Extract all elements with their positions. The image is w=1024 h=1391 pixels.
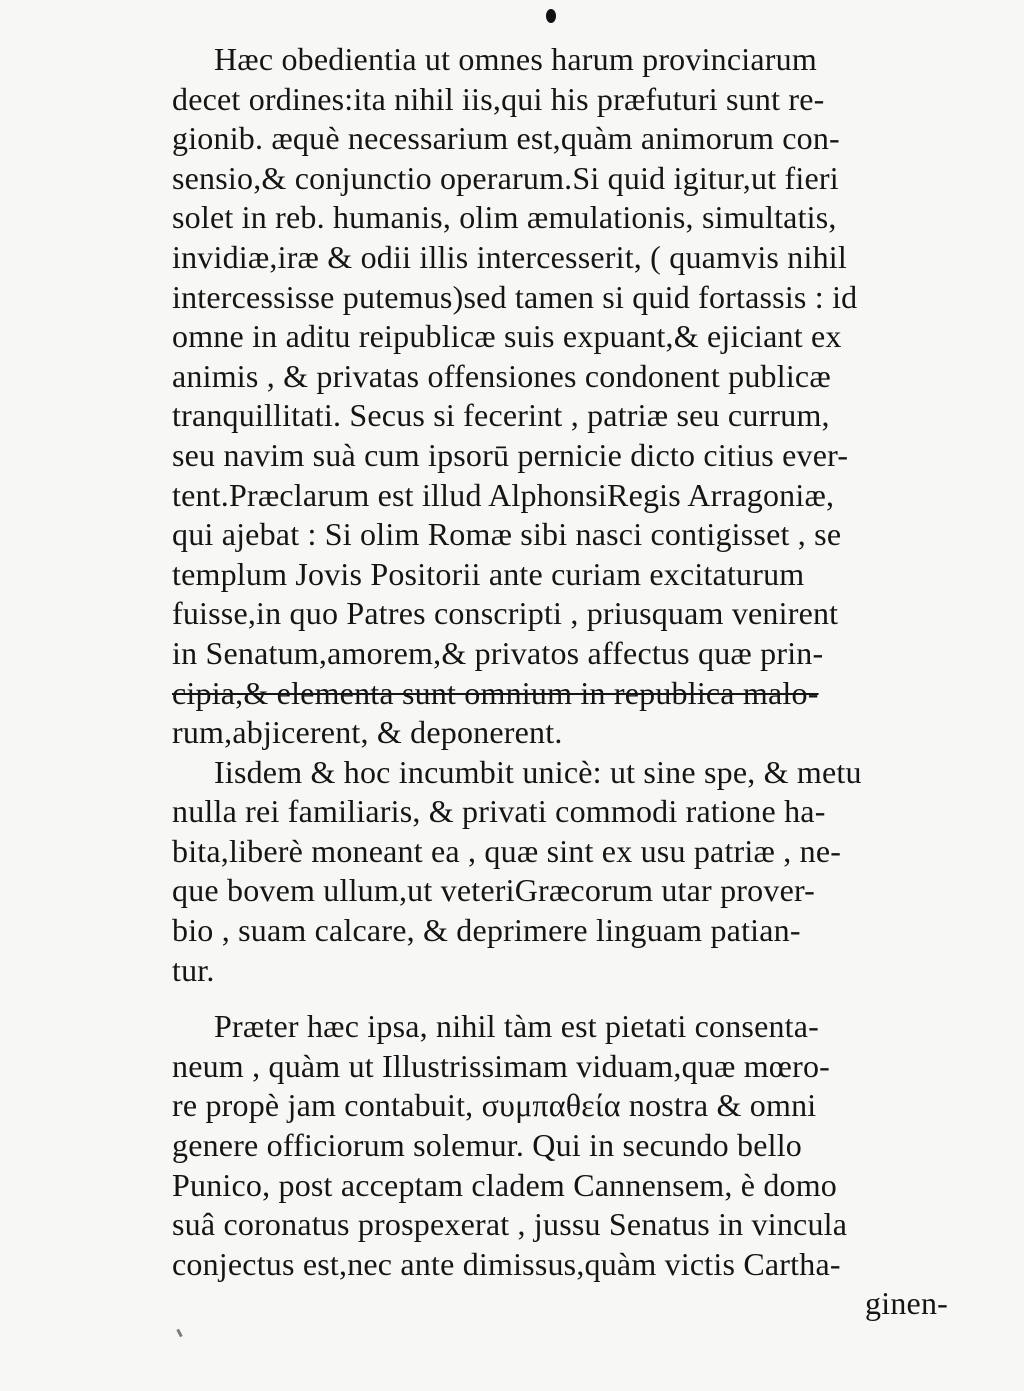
text-line: nulla rei familiaris, & privati commodi ratione ha- [172, 793, 826, 830]
page-body-text [172, 40, 962, 1324]
paragraph-gap [172, 990, 962, 1007]
text-line: re propè jam contabuit, συμπαθεία nostra & omni [172, 1087, 817, 1124]
text-line: fuisse,in quo Patres conscripti , priusquam venirent [172, 595, 839, 632]
text-line: bio , suam calcare, & deprimere linguam patian- [172, 912, 801, 949]
text-line: bita,liberè moneant ea , quæ sint ex usu patriæ , ne- [172, 832, 842, 869]
text-line: in Senatum,amorem,& privatos affectus quæ prin- [172, 634, 824, 671]
catchword: ginen- [865, 1285, 948, 1322]
text-line: intercessisse putemus)sed tamen si quid fortassis : id [172, 278, 858, 315]
struck-text-line: cipia,& elementa sunt omnium in republica malo- [172, 674, 819, 711]
text-line: genere officiorum solemur. Qui in secundo bello [172, 1127, 802, 1164]
text-line: seu navim suà cum ipsorū pernicie dicto citius ever- [172, 436, 849, 473]
text-line: neum , quàm ut Illustrissimam viduam,quæ mœro- [172, 1047, 831, 1084]
text-line: Hæc obedientia ut omnes harum provinciarum [214, 41, 817, 77]
text-line: sensio,& conjunctio operarum.Si quid igitur,ut fieri [172, 159, 839, 196]
text-line: animis , & privatas offensiones condonent publicæ [172, 357, 831, 394]
text-line: Iisdem & hoc incumbit unicè: ut sine spe, & metu [214, 753, 862, 790]
text-line: Punico, post acceptam cladem Cannensem, è domo [172, 1166, 838, 1203]
text-line: qui ajebat : Si olim Romæ sibi nasci contigisset , se [172, 516, 842, 553]
text-line: suâ coronatus prospexerat , jussu Senatus in vincula [172, 1206, 848, 1243]
paper-speck [176, 1329, 182, 1337]
text-line: decet ordines:ita nihil iis,qui his præfuturi sunt re- [172, 80, 825, 117]
text-line: rum,abjicerent, & deponerent. [172, 714, 563, 751]
text-line: omne in aditu reipublicæ suis expuant,& ejiciant ex [172, 318, 842, 355]
text-line: gionib. æquè necessarium est,quàm animorum con- [172, 120, 840, 157]
text-line: templum Jovis Positorii ante curiam excitaturum [172, 555, 805, 592]
text-line: tent.Præclarum est illud AlphonsiRegis Arragoniæ, [172, 476, 835, 513]
text-line: solet in reb. humanis, olim æmulationis, simultatis, [172, 199, 837, 236]
ink-dot [546, 9, 556, 23]
text-line: conjectus est,nec ante dimissus,quàm victis Cartha- [172, 1245, 841, 1282]
text-line: Præter hæc ipsa, nihil tàm est pietati consenta- [214, 1008, 820, 1045]
text-line: tur. [172, 951, 215, 988]
text-line: invidiæ,iræ & odii illis intercesserit, ( quamvis nihil [172, 238, 847, 275]
text-line: que bovem ullum,ut veteriGræcorum utar prover- [172, 872, 816, 909]
text-line: tranquillitati. Secus si fecerint , patriæ seu currum, [172, 397, 830, 434]
